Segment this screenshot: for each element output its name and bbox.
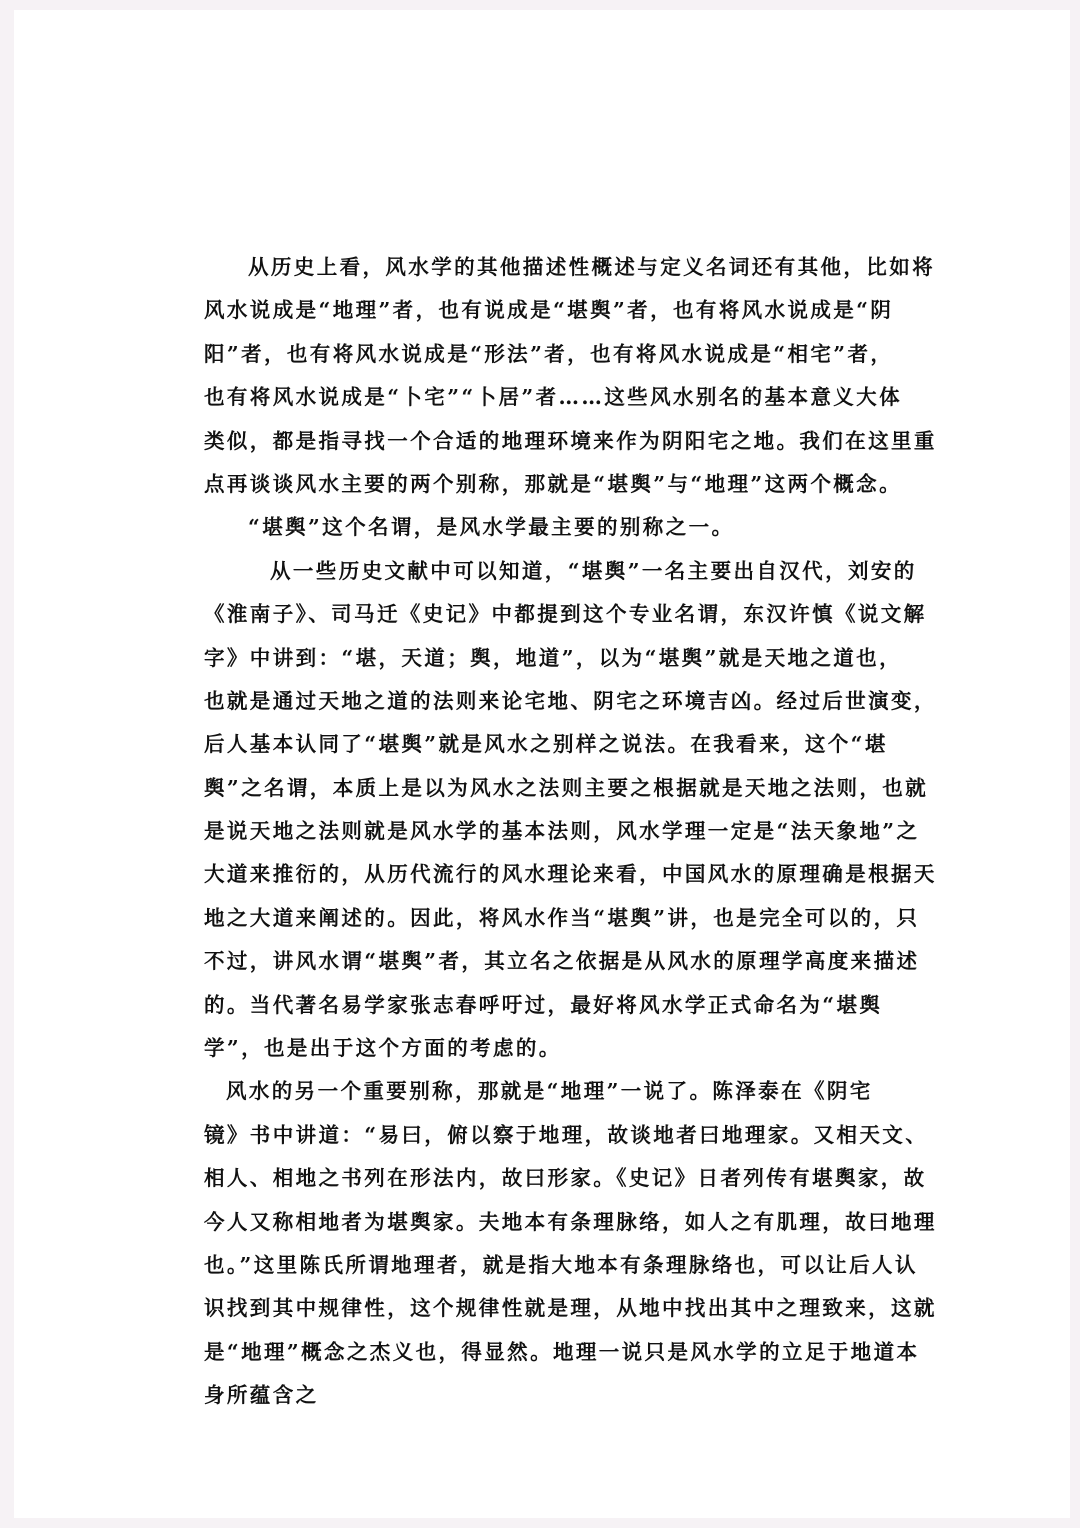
text-line: 也有将风水说成是“卜宅”“卜居”者……这些风水别名的基本意义大体 <box>204 385 902 410</box>
text-line: 地之大道来阐述的。因此，将风水作当“堪舆”讲，也是完全可以的，只 <box>204 905 920 930</box>
text-line: 从一些历史文献中可以知道，“堪舆”一名主要出自汉代，刘安的 <box>270 558 917 583</box>
text-line: 阳”者，也有将风水说成是“形法”者，也有将风水说成是“相宅”者， <box>204 341 894 366</box>
text-line: 舆”之名谓，本质上是以为风水之法则主要之根据就是天地之法则，也就 <box>204 775 929 800</box>
text-line: 风水说成是“地理”者，也有说成是“堪舆”者，也有将风水说成是“阴 <box>204 298 894 323</box>
text-line: 也。”这里陈氏所谓地理者，就是指大地本有条理脉络也，可以让后人认 <box>204 1252 918 1277</box>
text-line: 是“地理”概念之杰义也，得显然。地理一说只是风水学的立足于地道本 <box>204 1339 920 1364</box>
text-line: 点再谈谈风水主要的两个别称，那就是“堪舆”与“地理”这两个概念。 <box>204 471 902 496</box>
text-line: 相人、相地之书列在形法内，故曰形家。《史记》日者列传有堪舆家，故 <box>204 1166 927 1191</box>
text-line: 的。当代著名易学家张志春呼吁过，最好将风水学正式命名为“堪舆 <box>204 992 883 1017</box>
text-line: 身所蕴含之 <box>204 1383 319 1408</box>
document-page <box>14 10 1070 1518</box>
text-line: 是说天地之法则就是风水学的基本法则，风水学理一定是“法天象地”之 <box>204 819 920 844</box>
text-line: 也就是通过天地之道的法则来论宅地、阴宅之环境吉凶。经过后世演变， <box>204 688 937 713</box>
text-line: 后人基本认同了“堪舆”就是风水之别样之说法。在我看来，这个“堪 <box>204 732 888 757</box>
text-line: 从历史上看，风水学的其他描述性概述与定义名词还有其他，比如将 <box>248 255 935 279</box>
text-line: 镜》书中讲道：“易曰，俯以察于地理，故谈地者曰地理家。又相天文、 <box>204 1122 929 1147</box>
text-line: 类似，都是指寻找一个合适的地理环境来作为阴阳宅之地。我们在这里重 <box>204 428 937 453</box>
text-line: 今人又称相地者为堪舆家。夫地本有条理脉络，如人之有肌理，故曰地理 <box>204 1209 937 1234</box>
text-line: 学”，也是出于这个方面的考虑的。 <box>204 1036 562 1061</box>
text-line: “堪舆”这个名谓，是风水学最主要的别称之一。 <box>248 515 735 540</box>
text-line: 识找到其中规律性，这个规律性就是理，从地中找出其中之理致来，这就 <box>204 1296 937 1321</box>
text-line: 大道来推衍的，从历代流行的风水理论来看，中国风水的原理确是根据天 <box>204 862 937 887</box>
text-line: 字》中讲到：“堪，天道；舆，地道”，以为“堪舆”就是天地之道也， <box>204 645 902 670</box>
text-line: 《淮南子》、司马迁《史记》中都提到这个专业名谓，东汉许慎《说文解 <box>204 602 927 627</box>
text-line: 风水的另一个重要别称，那就是“地理”一说了。陈泽泰在《阴宅 <box>226 1079 873 1104</box>
body-text <box>204 246 937 1418</box>
text-line: 不过，讲风水谓“堪舆”者，其立名之依据是从风水的原理学高度来描述 <box>204 949 920 974</box>
